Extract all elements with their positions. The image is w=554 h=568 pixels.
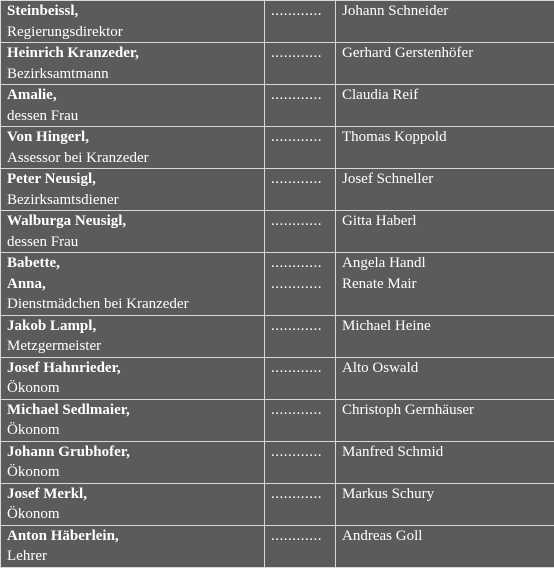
role-description: Ökonom — [7, 378, 264, 399]
cast-row — [1, 483, 554, 525]
role-cell — [1, 211, 265, 253]
role-description: Ökonom — [7, 504, 264, 525]
cast-row — [1, 253, 554, 316]
role-cell — [1, 525, 265, 567]
dot-leader: ............ — [271, 127, 335, 148]
actor-cell — [336, 441, 554, 483]
dot-leader: ............ — [271, 43, 335, 64]
cast-row — [1, 169, 554, 211]
role-name: Anton Häberlein, — [7, 526, 264, 547]
role-description: Bezirksamtmann — [7, 64, 264, 85]
actor-name: Manfred Schmid — [342, 442, 554, 463]
actor-name: Alto Oswald — [342, 358, 554, 379]
role-cell — [1, 357, 265, 399]
dots-cell — [265, 43, 336, 85]
cast-row — [1, 525, 554, 567]
role-name: Steinbeissl, — [7, 1, 264, 22]
dot-leader: ............ — [271, 526, 335, 547]
role-name: Anna, — [7, 274, 264, 295]
dots-cell — [265, 127, 336, 169]
role-cell — [1, 1, 265, 43]
role-cell — [1, 483, 265, 525]
role-cell — [1, 169, 265, 211]
actor-cell — [336, 1, 554, 43]
cast-row — [1, 85, 554, 127]
dot-leader: ............ — [271, 253, 335, 274]
role-name: Jakob Lampl, — [7, 316, 264, 337]
dot-leader: ............ — [271, 442, 335, 463]
role-description: Regierungsdirektor — [7, 22, 264, 43]
actor-cell — [336, 483, 554, 525]
actor-name: Christoph Gernhäuser — [342, 400, 554, 421]
role-description: dessen Frau — [7, 106, 264, 127]
dots-cell — [265, 315, 336, 357]
actor-name: Angela Handl — [342, 253, 554, 274]
role-name: Von Hingerl, — [7, 127, 264, 148]
dots-cell — [265, 525, 336, 567]
cast-row — [1, 1, 554, 43]
role-description: Metzgermeister — [7, 336, 264, 357]
role-cell — [1, 253, 265, 316]
role-name: Heinrich Kranzeder, — [7, 43, 264, 64]
dots-cell — [265, 253, 336, 316]
actor-cell — [336, 169, 554, 211]
cast-row — [1, 399, 554, 441]
role-name: Amalie, — [7, 85, 264, 106]
role-cell — [1, 441, 265, 483]
cast-row — [1, 315, 554, 357]
dot-leader: ............ — [271, 274, 335, 295]
actor-name: Andreas Goll — [342, 526, 554, 547]
role-name: Babette, — [7, 253, 264, 274]
actor-cell — [336, 211, 554, 253]
actor-name: Claudia Reif — [342, 85, 554, 106]
role-name: Josef Merkl, — [7, 484, 264, 505]
dots-cell — [265, 85, 336, 127]
dots-cell — [265, 483, 336, 525]
role-description: Bezirksamtsdiener — [7, 190, 264, 211]
role-description: Lehrer — [7, 546, 264, 567]
actor-cell — [336, 253, 554, 316]
dot-leader: ............ — [271, 85, 335, 106]
role-description: dessen Frau — [7, 232, 264, 253]
actor-name: Renate Mair — [342, 274, 554, 295]
dots-cell — [265, 399, 336, 441]
dot-leader: ............ — [271, 484, 335, 505]
actor-cell — [336, 127, 554, 169]
actor-cell — [336, 399, 554, 441]
dot-leader: ............ — [271, 1, 335, 22]
cast-row — [1, 211, 554, 253]
role-name: Walburga Neusigl, — [7, 211, 264, 232]
dot-leader: ............ — [271, 400, 335, 421]
role-description: Ökonom — [7, 420, 264, 441]
role-name: Josef Hahnrieder, — [7, 358, 264, 379]
role-description: Dienstmädchen bei Kranzeder — [7, 294, 264, 315]
actor-name: Gerhard Gerstenhöfer — [342, 43, 554, 64]
actor-cell — [336, 85, 554, 127]
dot-leader: ............ — [271, 358, 335, 379]
role-cell — [1, 127, 265, 169]
role-name: Johann Grubhofer, — [7, 442, 264, 463]
dot-leader: ............ — [271, 211, 335, 232]
role-name: Peter Neusigl, — [7, 169, 264, 190]
role-cell — [1, 43, 265, 85]
role-description: Assessor bei Kranzeder — [7, 148, 264, 169]
actor-name: Josef Schneller — [342, 169, 554, 190]
role-cell — [1, 315, 265, 357]
actor-name: Thomas Koppold — [342, 127, 554, 148]
dots-cell — [265, 441, 336, 483]
actor-name: Gitta Haberl — [342, 211, 554, 232]
actor-name: Johann Schneider — [342, 1, 554, 22]
role-name: Michael Sedlmaier, — [7, 400, 264, 421]
cast-row — [1, 43, 554, 85]
actor-cell — [336, 315, 554, 357]
actor-name: Michael Heine — [342, 316, 554, 337]
cast-table-body — [1, 1, 554, 568]
role-cell — [1, 85, 265, 127]
actor-cell — [336, 525, 554, 567]
dots-cell — [265, 1, 336, 43]
role-description: Ökonom — [7, 462, 264, 483]
dot-leader: ............ — [271, 169, 335, 190]
cast-row — [1, 127, 554, 169]
dots-cell — [265, 169, 336, 211]
actor-cell — [336, 43, 554, 85]
cast-row — [1, 357, 554, 399]
role-cell — [1, 399, 265, 441]
actor-cell — [336, 357, 554, 399]
cast-row — [1, 441, 554, 483]
dots-cell — [265, 357, 336, 399]
dots-cell — [265, 211, 336, 253]
actor-name: Markus Schury — [342, 484, 554, 505]
dot-leader: ............ — [271, 316, 335, 337]
